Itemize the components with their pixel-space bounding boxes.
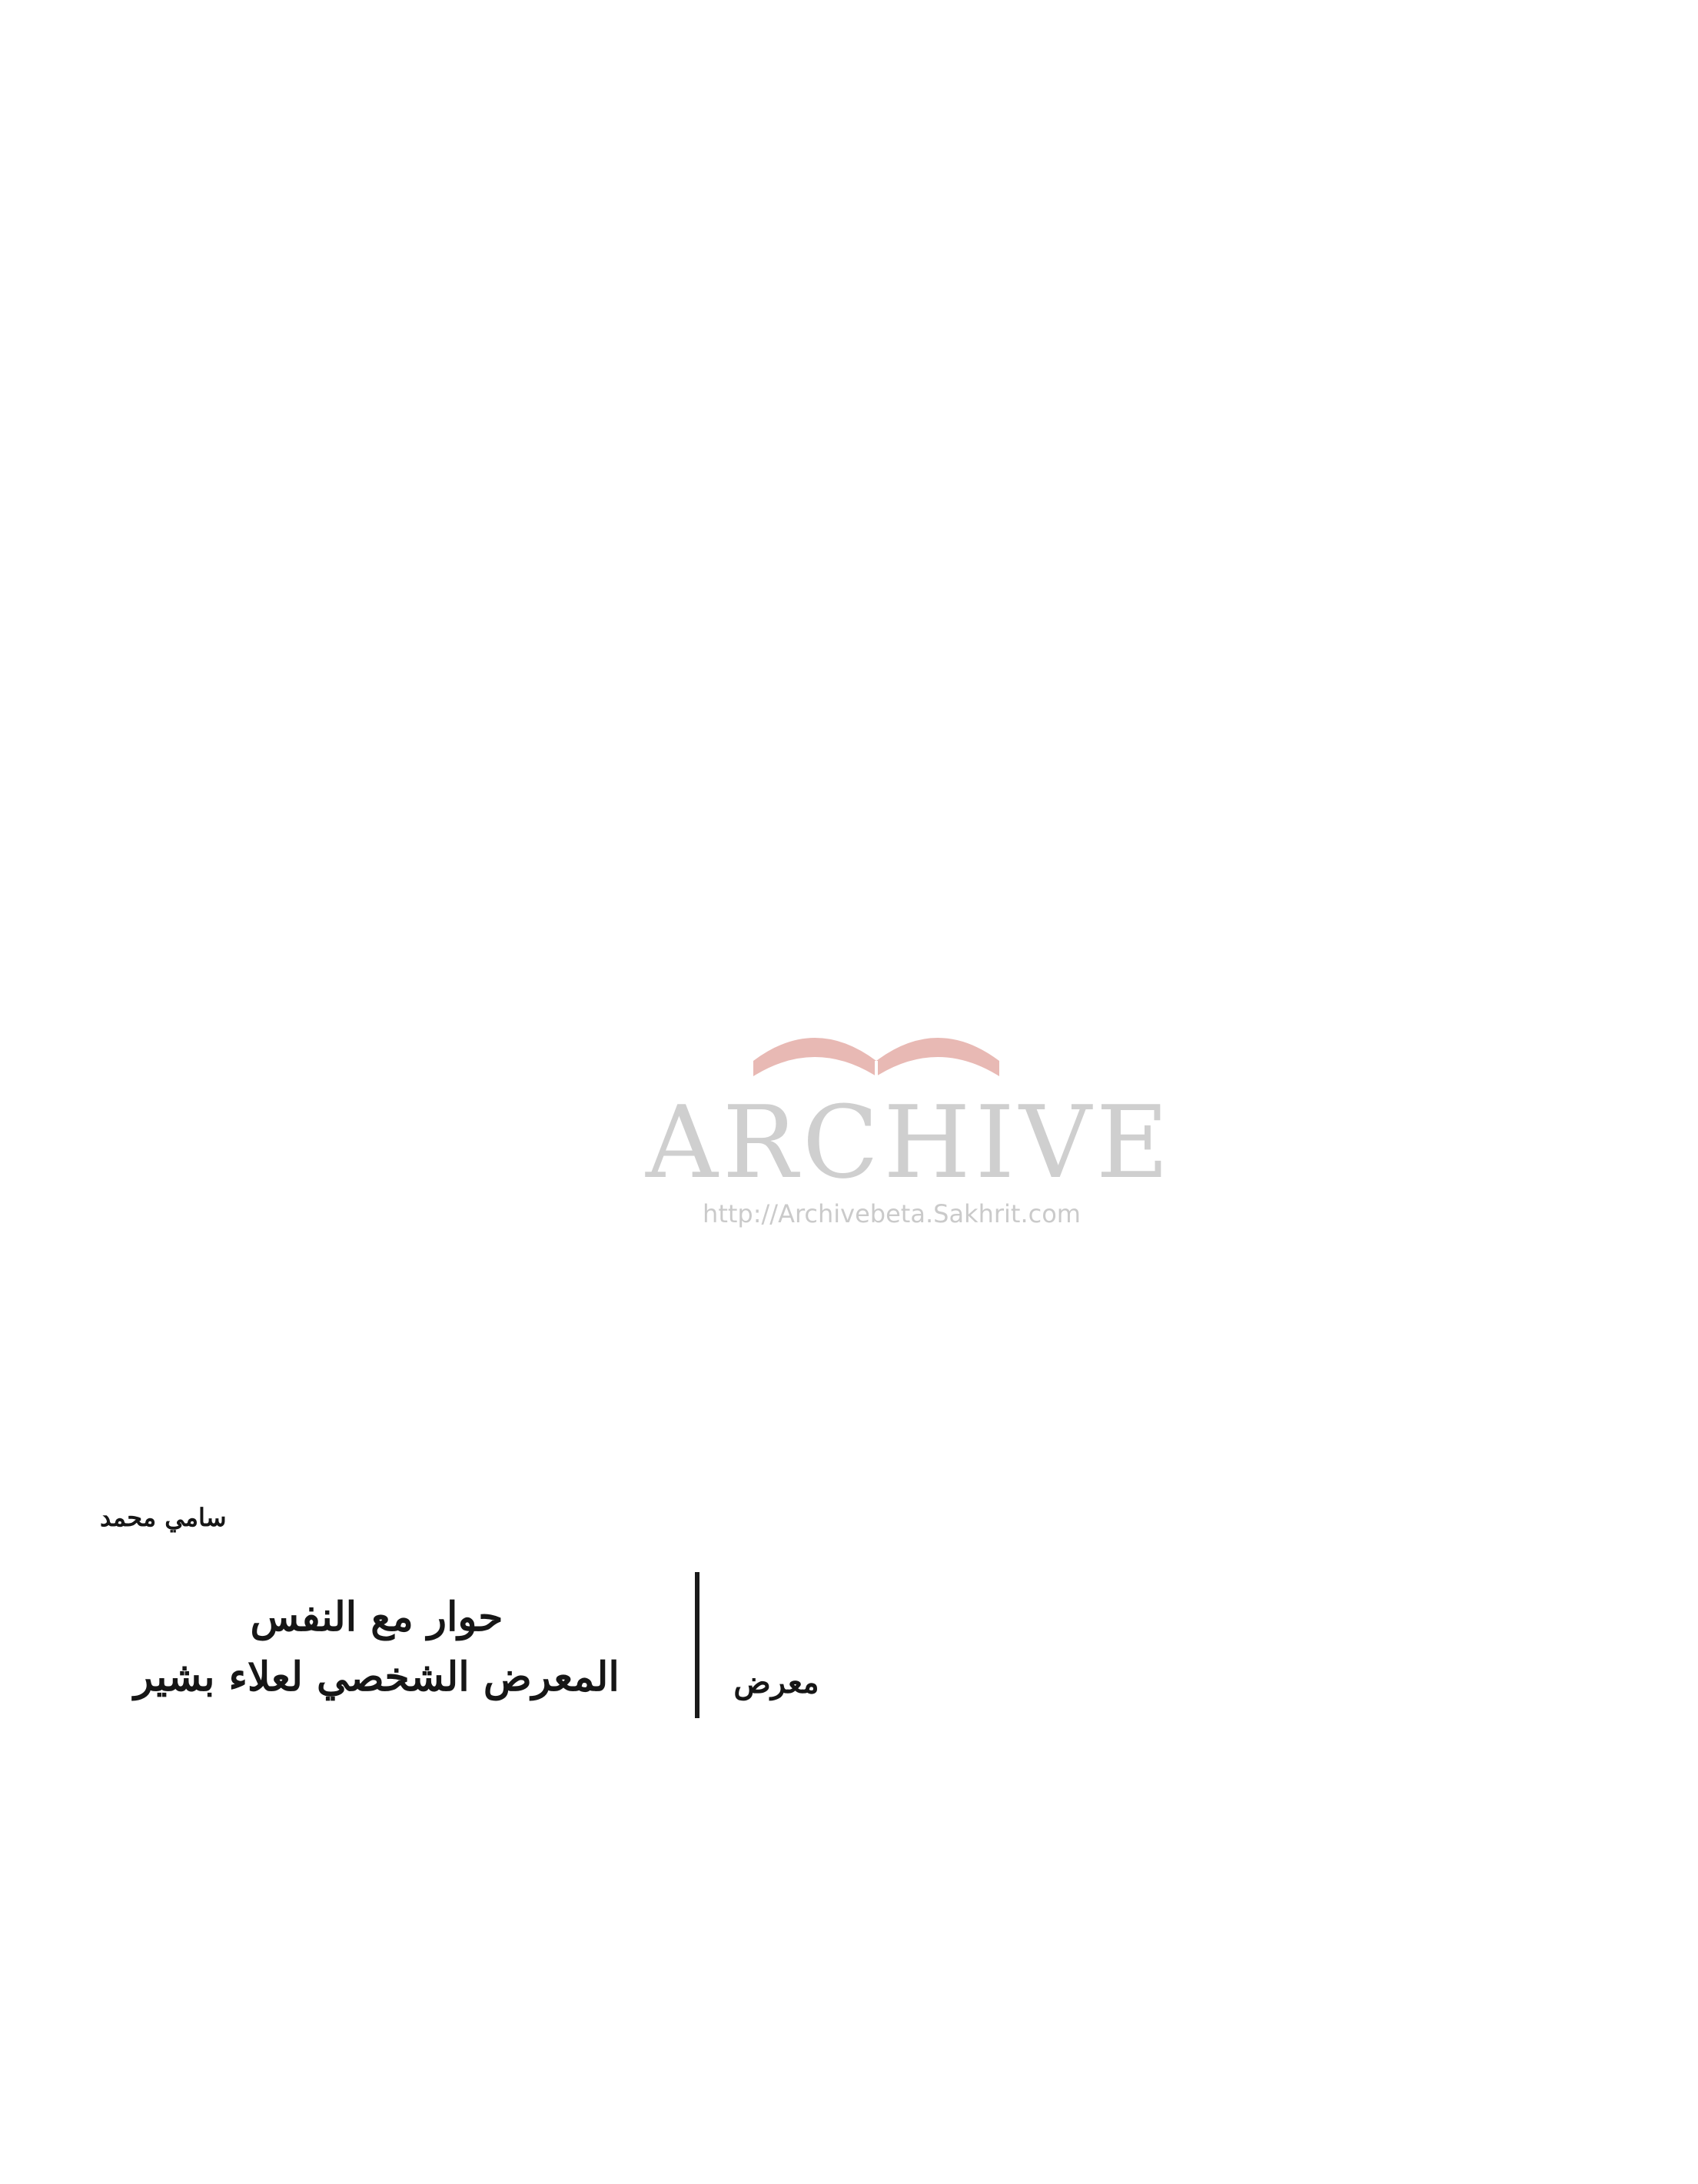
watermark-url: http://Archivebeta.Sakhrit.com — [703, 1199, 1081, 1228]
vertical-divider — [695, 1572, 699, 1718]
exhibit-titles — [77, 1587, 676, 1707]
author-byline: سامي محمد — [100, 1503, 227, 1532]
right-column — [852, 61, 1598, 2138]
section-label: معرض — [733, 1664, 819, 1700]
watermark-text: ARCHIVE — [646, 1084, 1174, 1201]
exhibit-title: حوار مع النفس — [250, 1594, 503, 1640]
left-column — [77, 61, 834, 1484]
exhibit-article — [77, 1749, 834, 1763]
exhibit-header — [77, 1572, 834, 1718]
exhibit-subtitle: المعرض الشخصي لعلاء بشير — [134, 1654, 620, 1700]
